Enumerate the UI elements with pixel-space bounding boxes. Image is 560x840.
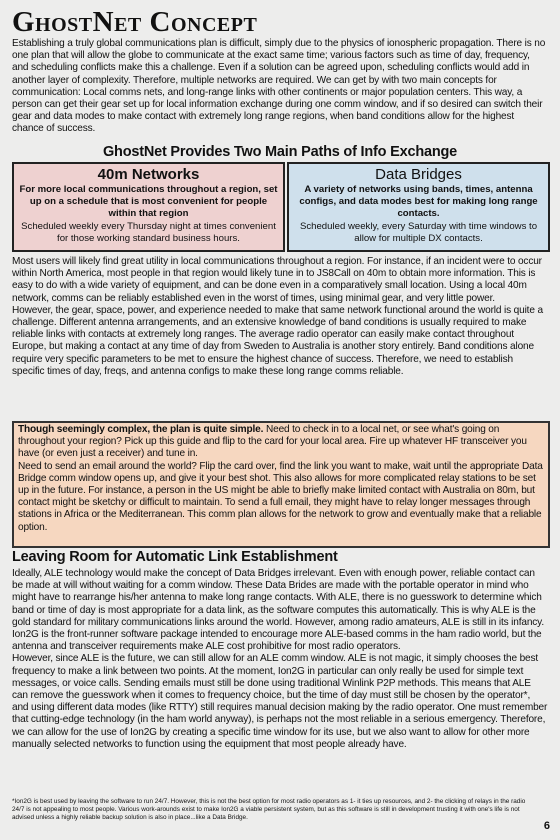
paths-heading: GhostNet Provides Two Main Paths of Info Exchange — [102, 144, 458, 160]
data-bridges-box — [287, 162, 550, 252]
body-paragraphs — [12, 256, 548, 378]
networks-box — [12, 162, 285, 252]
networks-box-description: For more local communications throughout a region, set up on a schedule that is most convenient for people within that region — [19, 184, 278, 219]
plan-summary-local — [18, 424, 544, 461]
data-bridges-box-title: Data Bridges — [375, 166, 462, 183]
ale-heading: Leaving Room for Automatic Link Establishment — [12, 549, 338, 565]
plan-summary-text-2: Need to send an email around the world? Flip the card over, find the link you want to make, wait until the appropriate Data Bridge comm window opens up, and give it your best shot. This also allows for more complicated relay stations to be set up in the future. For instance, a person in the US might be able to briefly make limited contact with Australia on 80m, but contact might be sketchy or difficult to maintain. To send a full email, they might have to relay longer messages through stations in Africa or the Mediterranean. This comm plan allows for the network to grow and eventually make that a reliable option. — [18, 460, 543, 533]
data-bridges-box-description: A variety of networks using bands, times, antenna configs, and data modes best for making long range contacts. — [299, 184, 538, 219]
long-range-paragraph: However, the gear, space, power, and experience needed to make that same network functional around the world is quite a challenge. Different antenna arrangements, and an extensive knowledge of band conditions is usually required to make reliable links with contacts at extremely long ranges. The average radio operator can easily make contact throughout Europe, but making a contact at any time of day from Sweden to Australia is another story entirely. Band conditions alone require very specific parameters to be met to ensure the highest chance of success. Therefore, we need to establish specific times of day, freqs, and antenna configs to make these long range comms reliable. — [12, 304, 543, 377]
plan-summary-box — [12, 421, 550, 548]
intro-paragraph — [12, 38, 548, 136]
ale-paragraphs — [12, 568, 548, 751]
networks-box-schedule: Scheduled weekly every Thursday night at times convenient for those working standard business hours. — [21, 221, 276, 244]
footnote: *Ion2G is best used by leaving the software to run 24/7. However, this is not the best option for most radio operators as 1- it ties up resources, and 2- the clicking of relays in the radio 24/7 is not appealing to most people. Various work-arounds exist to make Ion2G a viable persistent system, but as this software is still in development trusting it with one's life is not advised unless a highly reliable backup solution is also in place...like a Data Bridge. — [12, 798, 526, 821]
local-comms-paragraph: Most users will likely find great utility in local communications throughout a region. For instance, if an incident were to occur within North America, most people in that region would likely tune in to JS8Call on 40m to obtain more information. This is easy to do with a wide variety of equipment, and can be done even in a comparatively small location. Using a local 40m network, comms can be reliably established even in the worst of times, using minimal gear, and very little power. — [12, 256, 542, 304]
data-bridges-box-schedule: Scheduled weekly, every Saturday with time windows to allow for multiple DX contacts. — [299, 221, 538, 244]
page-title: GhostNet Concept — [12, 6, 258, 38]
plan-summary-lead: Though seemingly complex, the plan is quite simple. — [18, 424, 264, 435]
ale-paragraph-2: However, since ALE is the future, we can still allow for an ALE comm window. ALE is not magic, it simply chooses the best frequency to make a link between two points. At the moment, Ion2G in particular can only really be used for simple text messages, or voice calls. Sending emails must still be done using traditional Winlink P2P methods. This means that ALE can remove the guesswork when it comes to frequency choice, but the time of day must still be chosen by the operator*, and using different data modes (like RTTY) still requires manual decision making by the radio operator. One must remember that cutting-edge technology (in the ham world anyway), is perhaps not the most reliable in a serious emergency. Therefore, we can allow for the use of Ion2G by creating a specific time window for its use, but we also want to allow for other more manually selected networks to function using the equipment that most people already have. — [12, 653, 548, 750]
plan-summary-text-1: Need to check in to a local net, or see what's going on throughout your region? Pick up this guide and flip to the card for your local area. Fire up whatever HF transceiver you have (or even just a receiver) and tune in. — [18, 424, 527, 460]
networks-box-title: 40m Networks — [97, 166, 200, 183]
page-number: 6 — [543, 820, 550, 832]
ale-paragraph-1: Ideally, ALE technology would make the concept of Data Bridges irrelevant. Even with enough power, reliable contact can be made at will without waiting for a comm window. These Data Brides are made with the portable operator in mind who might have to rearrange his/her antenna to make long range contacts. With ALE, there is no guesswork to determine which band or time of day is most appropriate for a data link, as the software computes this automatically. This is why ALE is the gold standard for military communications links around the world. However, among radio amateurs, ALE is still in its infancy. Ion2G is the front-runner software package intended to encourage more ALE-based comms in the ham radio world, but the antenna and transceiver requirements make ALE cost prohibitive for most radio operators. — [12, 568, 544, 653]
intro-text: Establishing a truly global communications plan is difficult, simply due to the physics of ionospheric propagation. There is no one plan that will allow the globe to communicate at the exact same time; various factors such as time of day, frequency, and scheduling conflicts make this a challenge. Even if a solution can be agreed upon, scheduling conflicts would add in another layer of complexity. Therefore, multiple networks are required. We can get by with two main concepts for communication: Local comms nets, and long-range links with other continents or major population centers. This way, a person can get their gear set up for local information exchange during one comm window, and if so desired can switch their gear and data modes to make contact with extremely long range regions, when band conditions allow for the highest chance of success. — [12, 38, 546, 135]
